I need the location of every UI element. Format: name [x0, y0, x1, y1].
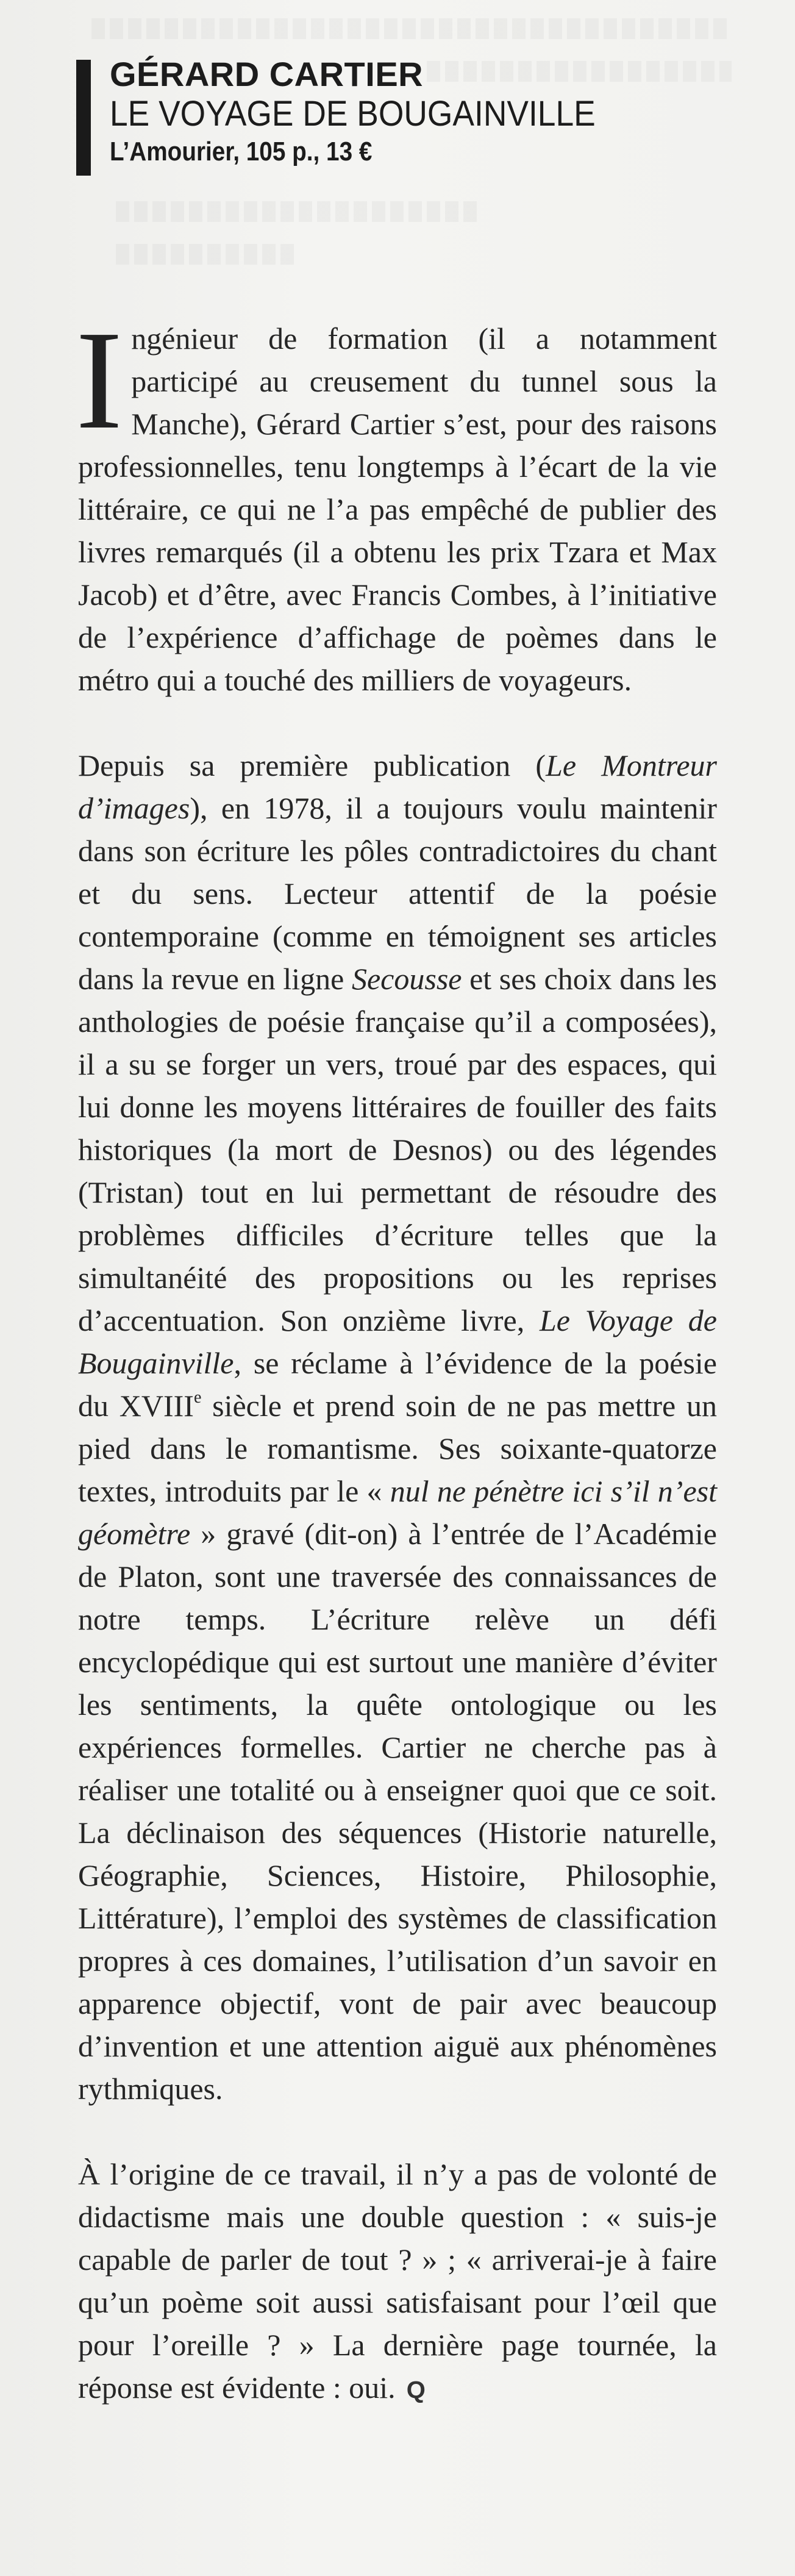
paragraph-2 [78, 744, 717, 2110]
show-through-line [91, 18, 732, 39]
drop-cap: I [76, 302, 123, 459]
work-title: Le Montreur d’images [78, 748, 717, 825]
article-body [76, 302, 718, 2411]
work-title: Le Voyage de Bougainville [78, 1303, 717, 1380]
show-through-line [116, 201, 482, 222]
paragraph-2-text: , se réclame à l’évidence de la poésie du XVIII [78, 1346, 717, 1423]
paragraph-1 [76, 302, 717, 701]
paragraph-3 [78, 2153, 717, 2411]
book-title: LE VOYAGE DE BOUGAINVILLE [110, 94, 596, 134]
paragraph-2-text: siècle et prend soin de ne pas mettre un pied dans le romantisme. Ses soixante-quatorze textes, introduits par le « [78, 1389, 718, 1508]
paragraph-1-text: ngénieur de formation (il a notamment participé au creusement du tunnel sous la Manche), Gérard Cartier s’est, pour des raisons professionnelles, tenu longtemps à l’écart de la vie littéraire, ce qui ne l’a pas empêché de publier des livres remarqués (il a obtenu les prix Tzara et Max Jacob) et d’être, avec Francis Combes, à l’initiative de l’expérience d’affichage de poèmes dans le métro qui a touché des milliers de voyageurs. [78, 321, 717, 697]
paragraph-2-text: Depuis sa première publication ( [78, 748, 546, 782]
author-name: GÉRARD CARTIER [110, 55, 424, 93]
paragraph-3-text: À l’origine de ce travail, il n’y a pas de volonté de didactisme mais une double question : « suis-je capable de parler de tout ? » ; « arriverai-je à faire qu’un poème soit aussi satisfaisant pour l’œil que pour l’oreille ? » La dernière page tournée, la réponse est évidente : oui. [78, 2157, 717, 2405]
quotation: nul ne pénètre ici s’il n’est géomètre [78, 1474, 718, 1551]
header-text [110, 55, 638, 170]
end-mark-icon: Q [406, 2377, 426, 2403]
publisher-info: L’Amourier, 105 p., 13 € [110, 137, 373, 166]
paragraph-2-text: » gravé (dit-on) à l’entrée de l’Académie de Platon, sont une traversée des connaissances de notre temps. L’écriture relève un défi encyclopédique qui est surtout une manière d’éviter les sentiments, la quête ontologique ou les expériences formelles. Cartier ne cherche pas à réaliser une totalité ou à enseigner quoi que ce soit. La déclinaison des séquences (Historie naturelle, Géographie, Sciences, Histoire, Philosophie, Littérature), l’emploi des systèmes de classification propres à ces domaines, l’utilisation d’un savoir en apparence objectif, vont de pair avec beaucoup d’invention et une attention aiguë aux phénomènes rythmiques. [78, 1517, 717, 2106]
show-through-line [116, 244, 299, 265]
paragraph-2-text: ), en 1978, il a toujours voulu maintenir dans son écriture les pôles contradictoires du chant et du sens. Lecteur attentif de la poésie contemporaine (comme en témoignent ses articles dans la revue en ligne [78, 791, 717, 996]
paragraph-2-text: et ses choix dans les anthologies de poésie française qu’il a composées), il a su se forger un vers, troué par des espaces, qui lui donne les moyens littéraires de fouiller des faits historiques (la mort de Desnos) ou des légendes (Tristan) tout en lui permettant de résoudre des problèmes difficiles d’écriture telles que la simultanéité des propositions ou les reprises d’accentuation. Son onzième livre, [78, 962, 717, 1337]
work-title: Secousse [351, 962, 462, 996]
header-bar [76, 60, 91, 176]
superscript: e [193, 1388, 202, 1407]
